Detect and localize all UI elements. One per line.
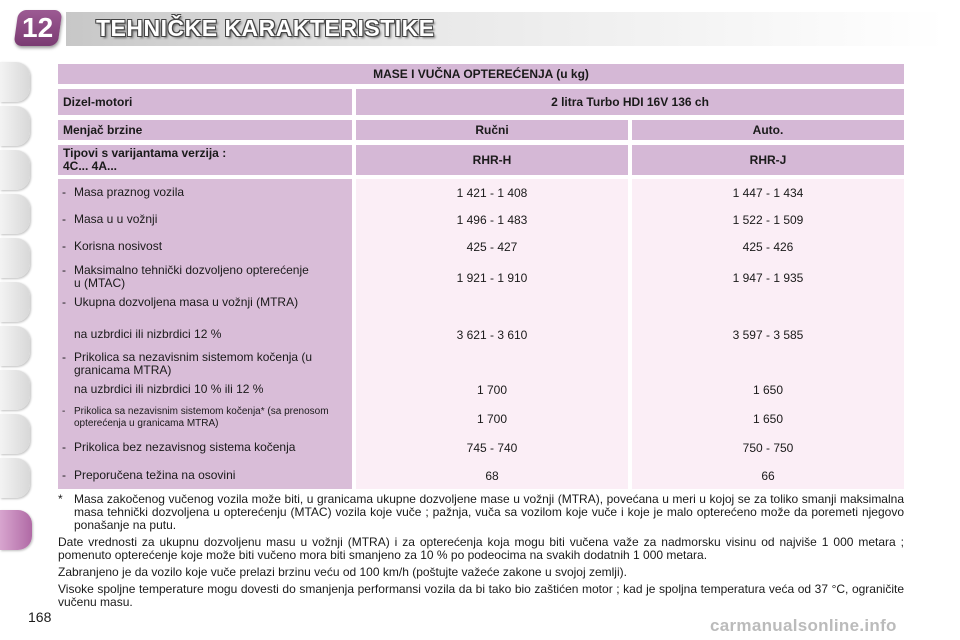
chapter-tab[interactable] — [0, 458, 30, 498]
engine-label: Dizel-motori — [58, 89, 352, 115]
row-value-a: 1 496 - 1 483 — [456, 213, 528, 227]
chapter-tab-active[interactable] — [0, 510, 32, 550]
row-value-b: 1 650 — [752, 412, 784, 426]
row-label: Masa u u vožnji — [74, 212, 158, 226]
row-value-b: 425 - 426 — [742, 240, 794, 254]
types-row — [58, 145, 904, 175]
table-title: MASE I VUČNA OPTEREĆENJA (u kg) — [58, 64, 904, 84]
row-label: Korisna nosivost — [74, 239, 163, 253]
page-title: TEHNIČKE KARAKTERISTIKE — [96, 15, 435, 41]
chapter-tab[interactable] — [0, 238, 30, 278]
engine-row — [58, 89, 904, 115]
row-value-a: 1 421 - 1 408 — [456, 186, 528, 200]
chapter-tab[interactable] — [0, 282, 30, 322]
notes-section — [58, 493, 904, 613]
row-value-b: 3 597 - 3 585 — [732, 328, 804, 342]
row-value-a: 425 - 427 — [466, 240, 518, 254]
row-label: Maksimalno tehnički dozvoljeno opterećenje u (MTAC) — [74, 263, 309, 290]
note-temperature: Visoke spoljne temperature mogu dovesti do smanjenja performansi vozila da bi tako bio zaštićen motor ; kad je spoljna temperatura veća od 37 °C, ograničite vučenu masu. — [58, 582, 904, 609]
type-a: RHR-H — [356, 145, 628, 175]
chapter-tab[interactable] — [0, 414, 30, 454]
row-value-b: 1 447 - 1 434 — [732, 186, 804, 200]
chapter-tab[interactable] — [0, 326, 30, 366]
gearbox-manual: Ručni — [356, 120, 628, 140]
row-label: Prikolica sa nezavisnim sistemom kočenja* (sa prenosom opterećenja u granicama MTRA) — [74, 406, 329, 429]
note-altitude: Date vrednosti za ukupnu dozvoljenu masu u vožnji (MTRA) i za opterećenja koja mogu biti vučena važe za nadmorsku visinu od najviše 1 000 metara ; pomenuto opterećenje koje može biti vučeno mora biti smanjeno za 10 % po podeocima na svakih dodatnih 1 000 metara. — [58, 535, 904, 562]
row-value-a: 3 621 - 3 610 — [456, 328, 528, 342]
row-value-b: 1 947 - 1 935 — [732, 271, 804, 285]
row-value-b: 1 650 — [752, 383, 784, 397]
engine-value: 2 litra Turbo HDI 16V 136 ch — [356, 89, 904, 115]
row-label: na uzbrdici ili nizbrdici 12 % — [74, 327, 222, 341]
footnote-text: Masa zakočenog vučenog vozila može biti, u granicama ukupne dozvoljene mase u vožnji (MTRA), povećana u meri u kojoj se za toliko smanji maksimalna masa tehnički dozvoljena u opterećenju (MTAC) vozila koje vuče ; pažnja, vuča sa vozilom koje vuče i koje je malo opterećeno može da poremeti njegovo ponašanje na putu. — [74, 492, 904, 532]
row-label: Preporučena težina na osovini — [74, 468, 236, 482]
footnote — [58, 493, 904, 532]
row-value-a: 1 921 - 1 910 — [456, 271, 528, 285]
gearbox-label: Menjač brzine — [58, 120, 352, 140]
row-label: Masa praznog vozila — [74, 185, 185, 199]
chapter-tab[interactable] — [0, 106, 30, 146]
chapter-tab[interactable] — [0, 150, 30, 190]
row-value-b: 66 — [761, 469, 775, 483]
row-value-b: 750 - 750 — [742, 441, 794, 455]
chapter-tabs — [0, 62, 34, 562]
row-value-b: 1 522 - 1 509 — [732, 213, 804, 227]
row-value-a: 68 — [485, 469, 499, 483]
gearbox-row — [58, 120, 904, 140]
chapter-number-badge: 12 — [13, 10, 62, 46]
gearbox-auto: Auto. — [632, 120, 904, 140]
footnote-marker: * — [58, 492, 63, 506]
row-label: Prikolica sa nezavisnim sistemom kočenja (u granicama MTRA) — [74, 350, 313, 377]
table-title-row — [58, 64, 904, 84]
row-label: Prikolica bez nezavisnog sistema kočenja — [74, 440, 296, 454]
chapter-tab[interactable] — [0, 62, 30, 102]
row-label: na uzbrdici ili nizbrdici 10 % ili 12 % — [74, 382, 264, 396]
types-label — [58, 145, 352, 175]
chapter-tab[interactable] — [0, 370, 30, 410]
type-b: RHR-J — [632, 145, 904, 175]
types-label-line2: 4C... 4A... — [63, 159, 118, 173]
row-value-a: 745 - 740 — [466, 441, 518, 455]
types-label-line1: Tipovi s varijantama verzija : — [63, 146, 227, 160]
row-value-a: 1 700 — [476, 383, 508, 397]
row-label: Ukupna dozvoljena masa u vožnji (MTRA) — [74, 295, 299, 309]
chapter-tab[interactable] — [0, 194, 30, 234]
note-speed: Zabranjeno je da vozilo koje vuče prelazi brzinu veću od 100 km/h (poštujte važeće zakone u svojoj zemlji). — [58, 565, 627, 579]
page-number: 168 — [28, 609, 52, 625]
row-value-a: 1 700 — [476, 412, 508, 426]
watermark: carmanualsonline.info — [710, 616, 897, 635]
